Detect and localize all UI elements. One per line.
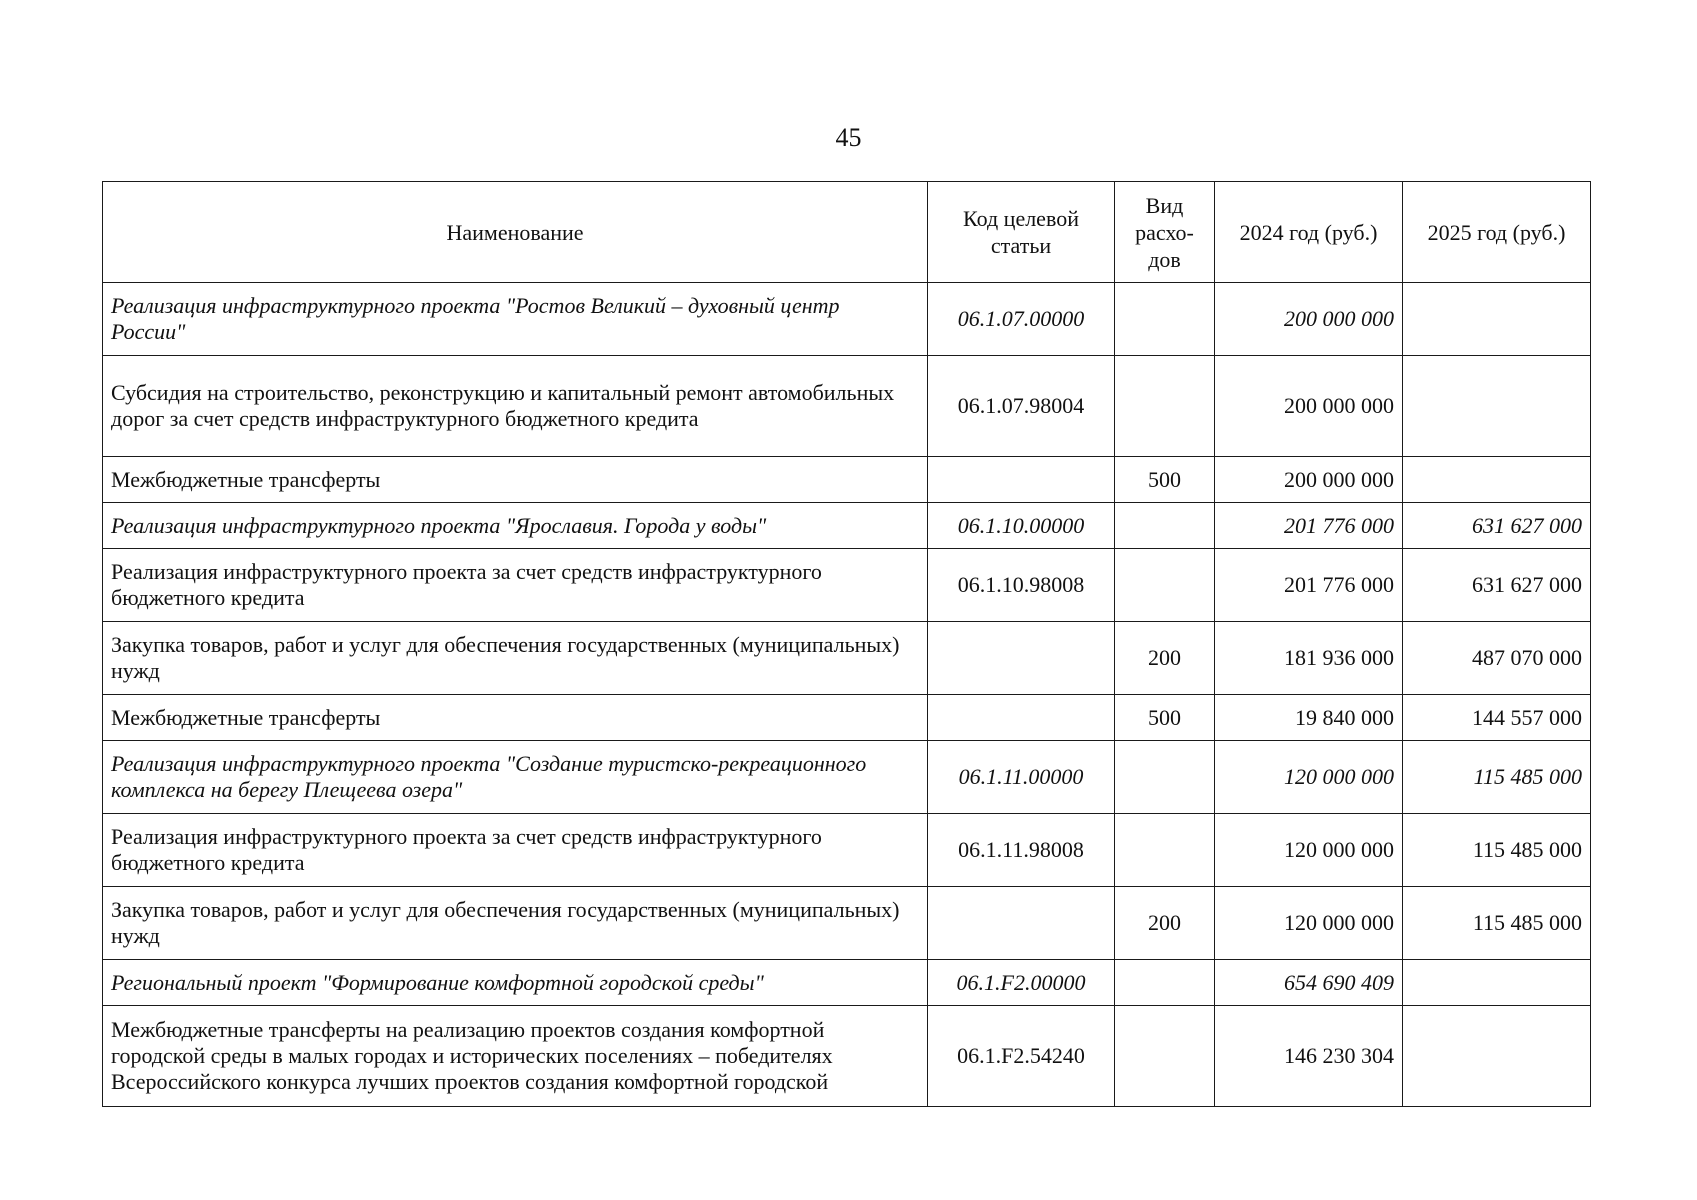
row-amount-2024: 201 776 000	[1215, 549, 1403, 622]
row-amount-2024: 120 000 000	[1215, 814, 1403, 887]
row-name: Региональный проект "Формирование комфортной городской среды"	[103, 960, 928, 1006]
row-amount-2025: 115 485 000	[1403, 741, 1591, 814]
row-name: Межбюджетные трансферты	[103, 695, 928, 741]
header-expense-type: Вид расхо- дов	[1115, 182, 1215, 283]
table-row	[103, 960, 1591, 1006]
row-amount-2024: 19 840 000	[1215, 695, 1403, 741]
header-2024: 2024 год (руб.)	[1215, 182, 1403, 283]
row-name: Закупка товаров, работ и услуг для обеспечения государственных (муниципальных) нужд	[103, 887, 928, 960]
row-amount-2025: 144 557 000	[1403, 695, 1591, 741]
page-number: 45	[835, 123, 862, 152]
row-expense-type: 500	[1115, 457, 1215, 503]
header-name: Наименование	[103, 182, 928, 283]
table-row	[103, 1006, 1591, 1107]
row-code: 06.1.11.98008	[928, 814, 1115, 887]
row-expense-type	[1115, 503, 1215, 549]
row-expense-type	[1115, 741, 1215, 814]
row-code	[928, 695, 1115, 741]
row-amount-2024: 200 000 000	[1215, 356, 1403, 457]
header-code: Код целевой статьи	[928, 182, 1115, 283]
row-expense-type	[1115, 960, 1215, 1006]
row-code: 06.1.F2.54240	[928, 1006, 1115, 1107]
row-code: 06.1.07.00000	[928, 283, 1115, 356]
row-expense-type: 200	[1115, 622, 1215, 695]
row-amount-2024: 201 776 000	[1215, 503, 1403, 549]
row-name: Межбюджетные трансферты	[103, 457, 928, 503]
header-2025: 2025 год (руб.)	[1403, 182, 1591, 283]
row-code	[928, 457, 1115, 503]
row-amount-2025: 631 627 000	[1403, 549, 1591, 622]
row-code: 06.1.10.00000	[928, 503, 1115, 549]
row-code	[928, 887, 1115, 960]
row-code: 06.1.10.98008	[928, 549, 1115, 622]
row-code	[928, 622, 1115, 695]
table-row	[103, 814, 1591, 887]
table-row	[103, 887, 1591, 960]
table-row	[103, 549, 1591, 622]
row-amount-2024: 181 936 000	[1215, 622, 1403, 695]
budget-table	[102, 181, 1591, 1107]
row-amount-2025	[1403, 283, 1591, 356]
table-row	[103, 457, 1591, 503]
row-expense-type	[1115, 1006, 1215, 1107]
row-expense-type	[1115, 283, 1215, 356]
row-expense-type: 200	[1115, 887, 1215, 960]
row-amount-2024: 654 690 409	[1215, 960, 1403, 1006]
row-name: Реализация инфраструктурного проекта "Ростов Великий – духовный центр России"	[103, 283, 928, 356]
row-amount-2025: 115 485 000	[1403, 814, 1591, 887]
row-name: Закупка товаров, работ и услуг для обеспечения государственных (муниципальных) нужд	[103, 622, 928, 695]
row-expense-type	[1115, 814, 1215, 887]
table-row	[103, 622, 1591, 695]
row-code: 06.1.11.00000	[928, 741, 1115, 814]
row-name: Реализация инфраструктурного проекта "Создание туристско-рекреационного комплекса на берегу Плещеева озера"	[103, 741, 928, 814]
row-name: Межбюджетные трансферты на реализацию проектов создания комфортной городской среды в малых городах и исторических поселениях – победителях Всероссийского конкурса лучших проектов создания комфортной городской	[103, 1006, 928, 1107]
row-amount-2024: 200 000 000	[1215, 283, 1403, 356]
table-row	[103, 695, 1591, 741]
row-expense-type	[1115, 549, 1215, 622]
row-name: Реализация инфраструктурного проекта за счет средств инфраструктурного бюджетного кредита	[103, 549, 928, 622]
row-name: Реализация инфраструктурного проекта за счет средств инфраструктурного бюджетного кредита	[103, 814, 928, 887]
row-expense-type	[1115, 356, 1215, 457]
row-amount-2025: 631 627 000	[1403, 503, 1591, 549]
table-row	[103, 283, 1591, 356]
row-amount-2025	[1403, 1006, 1591, 1107]
row-code: 06.1.07.98004	[928, 356, 1115, 457]
row-expense-type: 500	[1115, 695, 1215, 741]
row-amount-2025	[1403, 356, 1591, 457]
row-amount-2025: 487 070 000	[1403, 622, 1591, 695]
row-amount-2024: 146 230 304	[1215, 1006, 1403, 1107]
table-row	[103, 356, 1591, 457]
row-amount-2024: 120 000 000	[1215, 741, 1403, 814]
table-row	[103, 503, 1591, 549]
row-amount-2024: 200 000 000	[1215, 457, 1403, 503]
row-amount-2025	[1403, 960, 1591, 1006]
table-row	[103, 741, 1591, 814]
row-code: 06.1.F2.00000	[928, 960, 1115, 1006]
row-name: Субсидия на строительство, реконструкцию и капитальный ремонт автомобильных дорог за счет средств инфраструктурного бюджетного кредита	[103, 356, 928, 457]
row-name: Реализация инфраструктурного проекта "Ярославия. Города у воды"	[103, 503, 928, 549]
row-amount-2025	[1403, 457, 1591, 503]
table-header-row	[103, 182, 1591, 283]
row-amount-2025: 115 485 000	[1403, 887, 1591, 960]
row-amount-2024: 120 000 000	[1215, 887, 1403, 960]
